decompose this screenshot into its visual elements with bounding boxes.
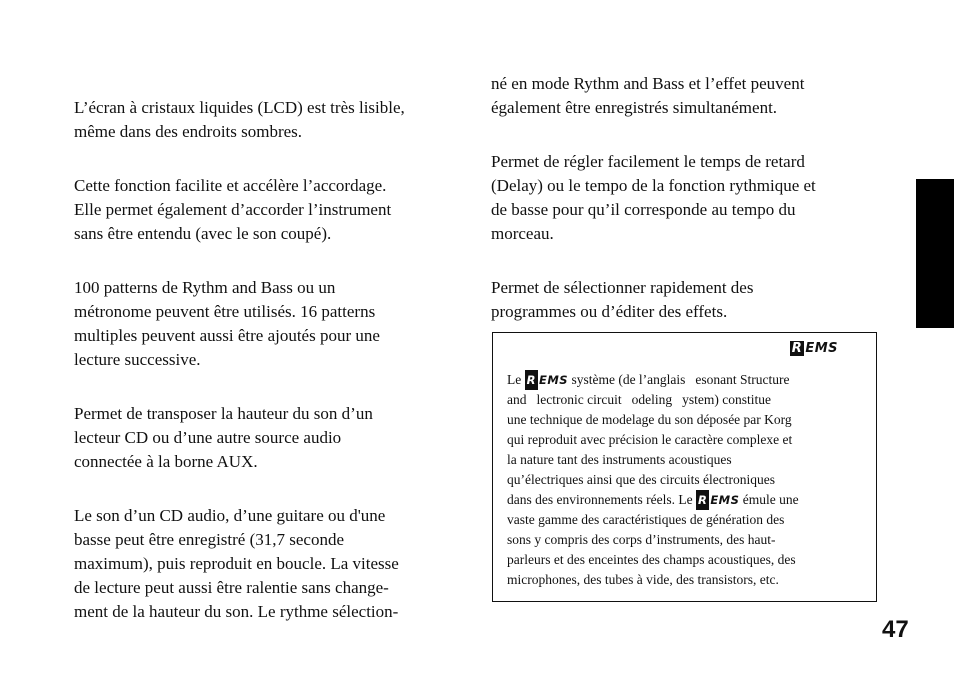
rems-info-box bbox=[492, 332, 877, 602]
paragraph-program-select: Permet de sélectionner rapidement des programmes ou d’éditer des effets. bbox=[491, 278, 754, 321]
paragraph-lcd: L’écran à cristaux liquides (LCD) est très lisible, même dans des endroits sombres. bbox=[74, 98, 405, 141]
section-tab bbox=[916, 179, 954, 328]
rems-logo: R EMS bbox=[791, 341, 838, 356]
page-number: 47 bbox=[882, 616, 909, 643]
paragraph-continued-recording: né en mode Rythm and Bass et l’effet peuvent également être enregistrés simultanément. bbox=[491, 74, 805, 117]
paragraph-rhythm-patterns: 100 patterns de Rythm and Bass ou un métronome peuvent être utilisés. 16 patterns multiples peuvent aussi être ajoutés pour une lecture successive. bbox=[74, 278, 380, 369]
paragraph-tap-tempo: Permet de régler facilement le temps de retard (Delay) ou le tempo de la fonction rythmique et de basse pour qu’il corresponde au tempo du morceau. bbox=[491, 152, 816, 243]
paragraph-tuner: Cette fonction facilite et accélère l’accordage. Elle permet également d’accorder l’instrument sans être entendu (avec le son coupé). bbox=[74, 176, 392, 243]
paragraph-phrase-trainer: Le son d’un CD audio, d’une guitare ou d'une basse peut être enregistré (31,7 seconde maximum), puis reproduit en boucle. La vitesse de lecture peut aussi être ralentie sans change- ment de la hauteur du son. Le rythme sélection- bbox=[74, 506, 399, 621]
rems-inline-logo: R EMS bbox=[525, 370, 568, 390]
paragraph-transpose: Permet de transposer la hauteur du son d’un lecteur CD ou d’une autre source audio connectée à la borne AUX. bbox=[74, 404, 373, 471]
rems-inline-logo-2: R EMS bbox=[696, 490, 739, 510]
rems-description: Le R EMS système (de l’anglais esonant Structure and lectronic circuit odeling ystem) constitue une technique de modelage du son déposée par Korg qui reproduit avec précision le caractère complexe et la nature tant des instruments acoustiques qu’électriques ainsi que des circuits électroniques dans des environnements réels. Le R EMS émule une vaste gamme des caractéristiques de génération des sons y compris des corps d’instruments, des haut- parleurs et des enceintes des champs acoustiques, des microphones, des tubes à vide, des transistors, etc. bbox=[507, 372, 799, 587]
